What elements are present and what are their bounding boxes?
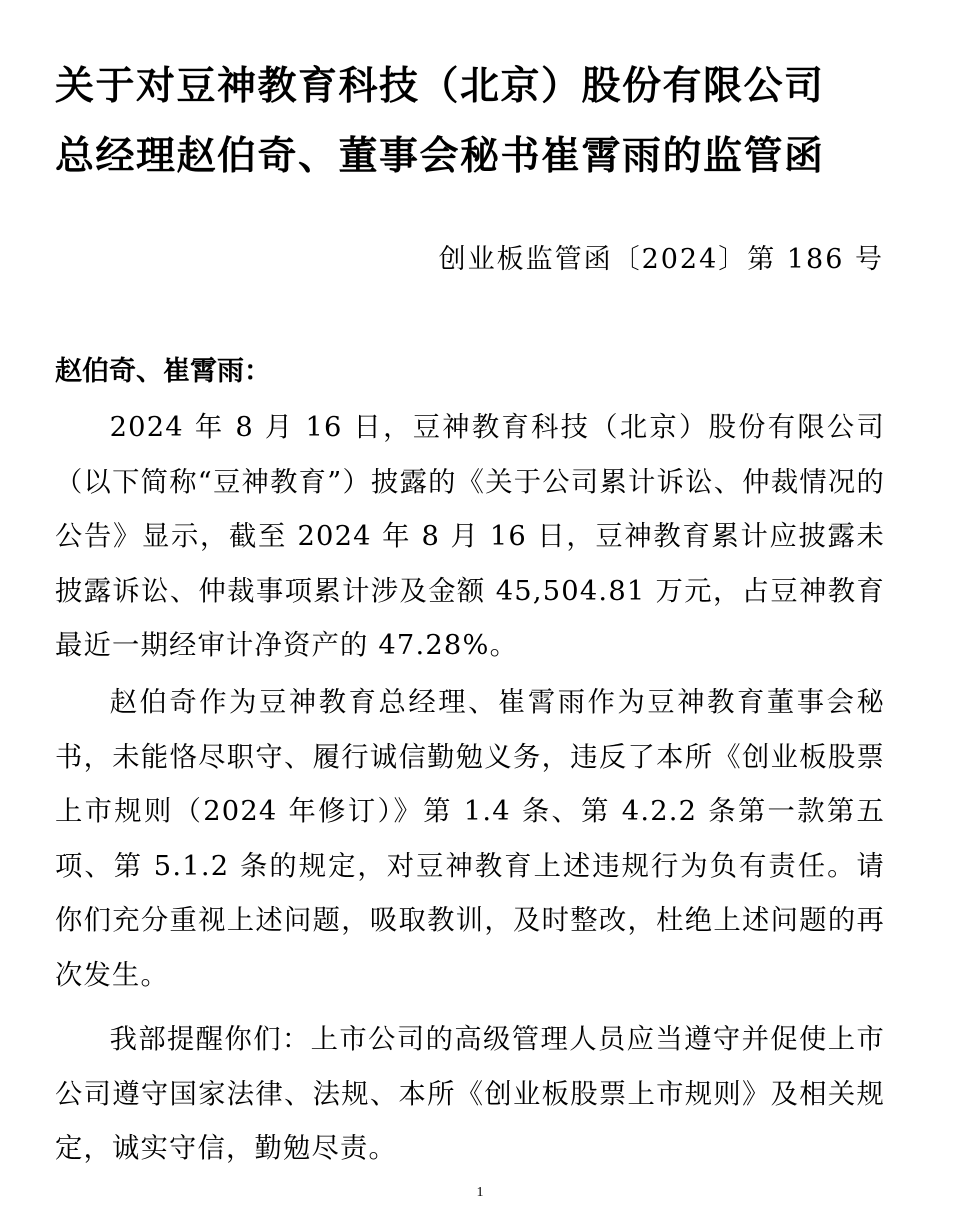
salutation: 赵伯奇、崔霄雨： <box>55 356 271 387</box>
body-paragraph-2: 赵伯奇作为豆神教育总经理、崔霄雨作为豆神教育董事会秘书，未能恪尽职守、履行诚信勤勉义务，违反了本所《创业板股票上市规则（2024 年修订）》第 1.4 条、第 4.2.2 条第一款第五项、第 5.1.2 条的规定，对豆神教育上述违规行为负有责任。请你们充分重视上述问题，吸取教训，及时整改，杜绝上述问题的再次发生。 <box>55 687 885 991</box>
body-paragraph-1: 2024 年 8 月 16 日，豆神教育科技（北京）股份有限公司（以下简称“豆神教育”）披露的《关于公司累计诉讼、仲裁情况的公告》显示，截至 2024 年 8 月 16 日，豆神教育累计应披露未披露诉讼、仲裁事项累计涉及金额 45,504.81 万元，占豆神教育最近一期经审计净资产的 47.28%。 <box>55 412 885 661</box>
document-title-line-1: 关于对豆神教育科技（北京）股份有限公司 <box>55 64 825 109</box>
document-title-line-2: 总经理赵伯奇、董事会秘书崔霄雨的监管函 <box>55 134 825 179</box>
document-number: 创业板监管函〔2024〕第 186 号 <box>438 244 884 275</box>
body-paragraph-3: 我部提醒你们：上市公司的高级管理人员应当遵守并促使上市公司遵守国家法律、法规、本所《创业板股票上市规则》及相关规定，诚实守信，勤勉尽责。 <box>55 1024 885 1164</box>
page-number: 1 <box>476 1185 484 1200</box>
